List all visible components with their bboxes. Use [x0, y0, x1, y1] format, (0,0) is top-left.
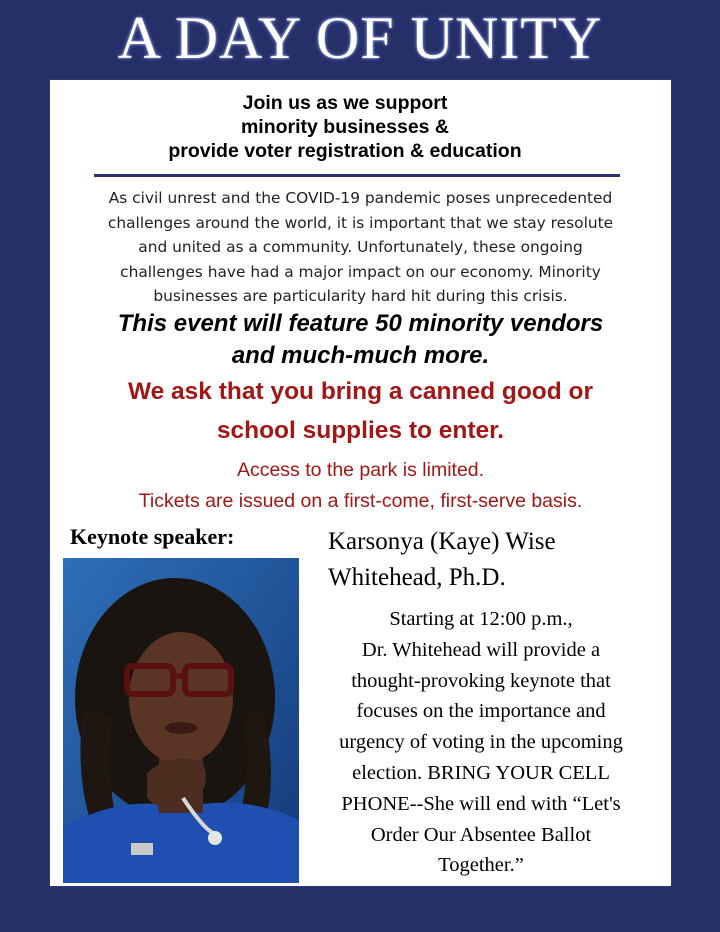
ask-line: school supplies to enter.: [216, 417, 505, 444]
intro-heading: [50, 91, 640, 163]
keynote-line: PHONE--She will end with “Let's: [341, 792, 621, 815]
keynote-line: Dr. Whitehead will provide a: [361, 638, 601, 661]
intro-line: minority businesses &: [240, 116, 450, 138]
keynote-line: thought-provoking keynote that: [351, 669, 611, 692]
description-line: challenges around the world, it is important that we stay resolute: [107, 213, 614, 232]
ticket-note: Tickets are issued on a first-come, first-serve basis.: [138, 490, 583, 512]
keynote-label: Keynote speaker:: [70, 524, 235, 549]
keynote-line: Order Our Absentee Ballot: [370, 823, 592, 846]
ask-line: We ask that you bring a canned good or: [127, 378, 594, 405]
feature-line: This event will feature 50 minority vendors: [117, 310, 604, 337]
speaker-portrait-illustration: [63, 558, 299, 883]
entry-requirement: [50, 372, 671, 450]
keynote-description: [298, 604, 664, 881]
speaker-name-line: Whitehead, Ph.D.: [328, 564, 506, 591]
keynote-line: election. BRING YOUR CELL: [352, 761, 610, 784]
description-line: and united as a community. Unfortunately, these ongoing: [138, 238, 583, 256]
intro-line: Join us as we support: [242, 92, 448, 114]
keynote-line: Starting at 12:00 p.m.,: [389, 608, 573, 630]
description-line: businesses are particularity hard hit during this crisis.: [153, 287, 568, 305]
divider: [94, 174, 620, 177]
keynote-line: focuses on the importance and: [356, 700, 606, 723]
description-line: challenges have had a major impact on our economy. Minority: [120, 262, 601, 281]
flyer-title: A DAY OF UNITY: [117, 5, 603, 71]
keynote-line: Together.”: [438, 854, 524, 877]
access-notes: [50, 455, 671, 517]
speaker-name: [328, 524, 556, 596]
speaker-name-line: Karsonya (Kaye) Wise: [328, 528, 556, 555]
description-paragraph: [50, 186, 671, 309]
flyer-card: [49, 79, 672, 887]
intro-line: provide voter registration & education: [168, 140, 522, 162]
feature-statement: [50, 308, 671, 372]
access-note: Access to the park is limited.: [236, 459, 485, 481]
speaker-photo: [63, 558, 299, 883]
keynote-line: urgency of voting in the upcoming: [339, 731, 623, 754]
feature-line: and much-much more.: [231, 342, 490, 369]
description-line: As civil unrest and the COVID-19 pandemic poses unprecedented: [108, 189, 613, 207]
